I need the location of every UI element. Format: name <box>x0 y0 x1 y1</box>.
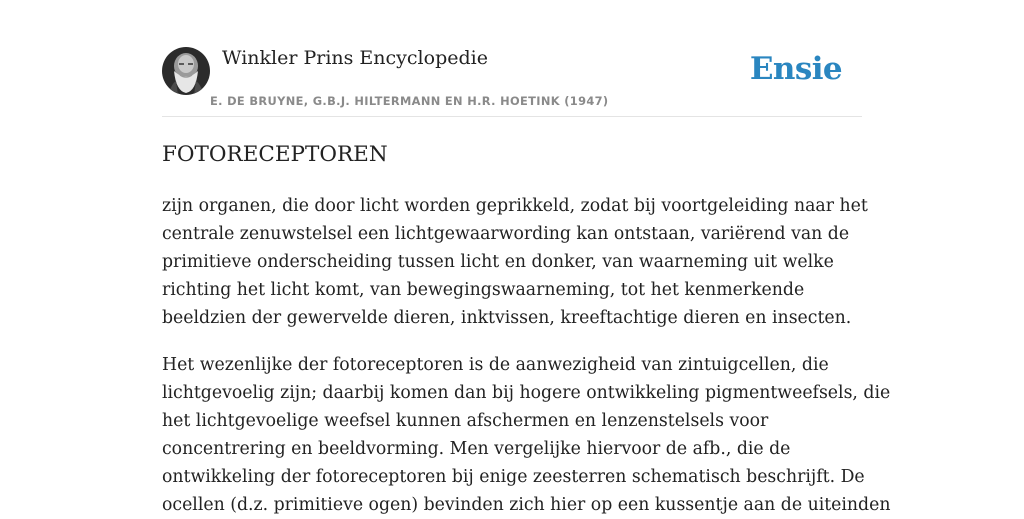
site-title[interactable]: Winkler Prins Encyclopedie <box>222 47 488 69</box>
paragraph-line: zijn organen, die door licht worden geprikkeld, zodat bij voortgeleiding naar het <box>162 196 868 216</box>
paragraph-line: lichtgevoelig zijn; daarbij komen dan bij hogere ontwikkeling pigmentweefsels, die <box>162 383 891 403</box>
paragraph-line: ontwikkeling der fotoreceptoren bij enige zeesterren schematisch beschrijft. De <box>162 467 865 487</box>
paragraph-line: ocellen (d.z. primitieve ogen) bevinden zich hier op een kussentje aan de uiteinden <box>162 495 891 515</box>
bearded-man-portrait-icon <box>162 47 210 95</box>
page <box>162 0 891 515</box>
paragraph-line: concentrering en beeldvorming. Men vergelijke hiervoor de afb., die de <box>162 439 791 459</box>
paragraph-line: het lichtgevoelige weefsel kunnen afschermen en lenzenstelsels voor <box>162 411 769 431</box>
paragraph-line: centrale zenuwstelsel een lichtgewaarwording kan ontstaan, variërend van de <box>162 224 850 244</box>
site-header <box>162 0 862 117</box>
paragraph-line: richting het licht komt, van bewegingswaarneming, tot het kenmerkende <box>162 280 805 300</box>
authors-line: E. DE BRUYNE, G.B.J. HILTERMANN EN H.R. HOETINK (1947) <box>210 94 609 108</box>
brand-logo[interactable]: Ensie <box>749 51 842 87</box>
paragraph-line: Het wezenlijke der fotoreceptoren is de aanwezigheid van zintuigcellen, die <box>162 355 829 375</box>
entry-title: FOTORECEPTOREN <box>162 142 388 167</box>
paragraph-line: beeldzien der gewervelde dieren, inktvissen, kreeftachtige dieren en insecten. <box>162 308 852 328</box>
author-avatar <box>162 47 210 95</box>
paragraph-1 <box>162 192 867 332</box>
paragraph-line: primitieve onderscheiding tussen licht en donker, van waarneming uit welke <box>162 252 834 272</box>
paragraph-2 <box>162 351 891 519</box>
